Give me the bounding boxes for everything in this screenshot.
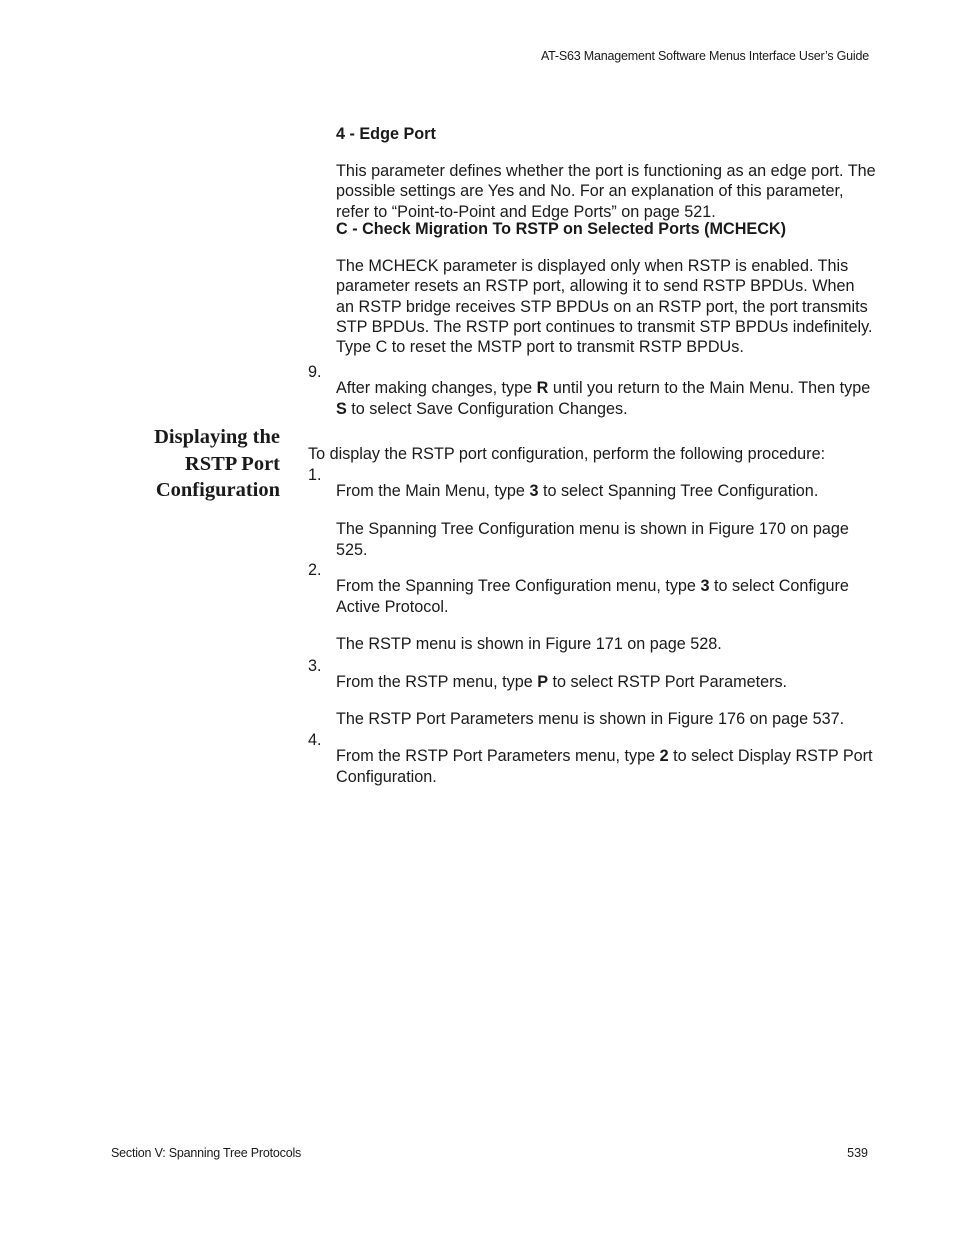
param-title: C - Check Migration To RSTP on Selected Ports (MCHECK) bbox=[336, 220, 786, 239]
step-9 bbox=[308, 362, 876, 435]
key-hint: 2 bbox=[659, 747, 669, 766]
step-text: From the Main Menu, type 3 to select Spanning Tree Configuration. bbox=[336, 482, 819, 501]
step-number: 3. bbox=[308, 657, 322, 675]
key-hint: 3 bbox=[700, 577, 710, 596]
section-intro: To display the RSTP port configuration, perform the following procedure: bbox=[308, 445, 826, 464]
step-note: The RSTP Port Parameters menu is shown in Figure 176 on page 537. bbox=[336, 710, 845, 729]
step-text: After making changes, type R until you return to the Main Menu. Then type S to select Save Configuration Changes. bbox=[336, 379, 871, 418]
section-heading: Displaying the RSTP Port Configuration bbox=[154, 426, 280, 501]
key-hint: P bbox=[537, 673, 549, 692]
param-title: 4 - Edge Port bbox=[336, 125, 436, 144]
step-number: 4. bbox=[308, 731, 322, 749]
key-hint: R bbox=[536, 379, 549, 398]
step-4 bbox=[308, 730, 876, 803]
running-header: AT-S63 Management Software Menus Interface User’s Guide bbox=[540, 49, 869, 63]
step-number: 9. bbox=[308, 363, 322, 381]
step-3 bbox=[308, 656, 876, 709]
step-note: The Spanning Tree Configuration menu is shown in Figure 170 on page 525. bbox=[336, 520, 849, 559]
step-note: The RSTP menu is shown in Figure 171 on page 528. bbox=[336, 635, 722, 654]
param-body: The MCHECK parameter is displayed only when RSTP is enabled. This parameter resets an RSTP port, allowing it to send RSTP BPDUs. When an RSTP bridge receives STP BPDUs on an RSTP port, the port transmits STP BPDUs. The RSTP port continues to transmit STP BPDUs indefinitely. Type C to reset the MSTP port to transmit RSTP BPDUs. bbox=[336, 256, 873, 357]
param-body: This parameter defines whether the port is functioning as an edge port. The possible settings are Yes and No. For an explanation of this parameter, refer to “Point-to-Point and Edge Ports” on page 521. bbox=[336, 161, 876, 221]
footer-section-label: Section V: Spanning Tree Protocols bbox=[111, 1146, 302, 1160]
step-number: 2. bbox=[308, 561, 322, 579]
step-text: From the RSTP menu, type P to select RSTP Port Parameters. bbox=[336, 673, 788, 692]
step-text: From the RSTP Port Parameters menu, type 2 to select Display RSTP Port Configuration. bbox=[336, 747, 873, 786]
step-text: From the Spanning Tree Configuration menu, type 3 to select Configure Active Protocol. bbox=[336, 577, 849, 616]
step-2 bbox=[308, 560, 876, 633]
step-1 bbox=[308, 465, 876, 518]
step-number: 1. bbox=[308, 466, 322, 484]
footer-page-number: 539 bbox=[847, 1146, 868, 1160]
key-hint: S bbox=[336, 399, 347, 418]
param-mcheck bbox=[336, 203, 876, 374]
key-hint: 3 bbox=[529, 482, 539, 501]
